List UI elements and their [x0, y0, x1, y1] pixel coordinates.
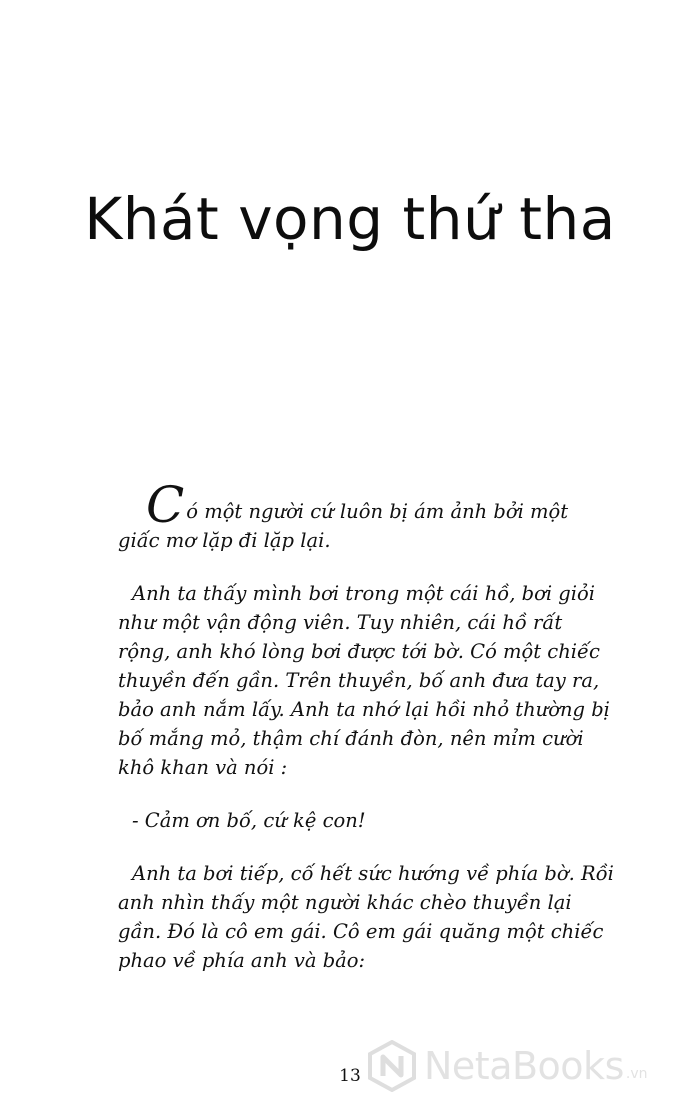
watermark-suffix: .vn	[625, 1066, 648, 1082]
watermark	[366, 1040, 647, 1092]
paragraph-1-line-2: giấc mơ lặp đi lặp lại.	[118, 529, 331, 552]
watermark-brand: NetaBooks	[424, 1044, 624, 1088]
paragraph-1-line-1: ó một người cứ luôn bị ám ảnh bởi một	[186, 500, 569, 523]
chapter-body	[118, 476, 616, 999]
paragraph-2: Anh ta thấy mình bơi trong một cái hồ, bơi giỏi như một vận động viên. Tuy nhiên, cái hồ rất rộng, anh khó lòng bơi được tới bờ. Có một chiếc thuyền đến gần. Trên thuyền, bố anh đưa tay ra, bảo anh nắm lấy. Anh ta nhớ lại hồi nhỏ thường bị bố mắng mỏ, thậm chí đánh đòn, nên mỉm cười khô khan và nói :	[118, 582, 610, 779]
netabooks-logo-icon	[366, 1040, 418, 1092]
page-number: 13	[339, 1066, 361, 1086]
paragraph-1	[118, 476, 616, 555]
chapter-title: Khát vọng thứ tha	[84, 185, 616, 253]
paragraph-4: Anh ta bơi tiếp, cố hết sức hướng về phía bờ. Rồi anh nhìn thấy một người khác chèo thuyền lại gần. Đó là cô em gái. Cô em gái quăng một chiếc phao về phía anh và bảo:	[118, 862, 614, 972]
paragraph-3: - Cảm ơn bố, cứ kệ con!	[132, 809, 366, 832]
drop-cap: C	[146, 476, 185, 534]
